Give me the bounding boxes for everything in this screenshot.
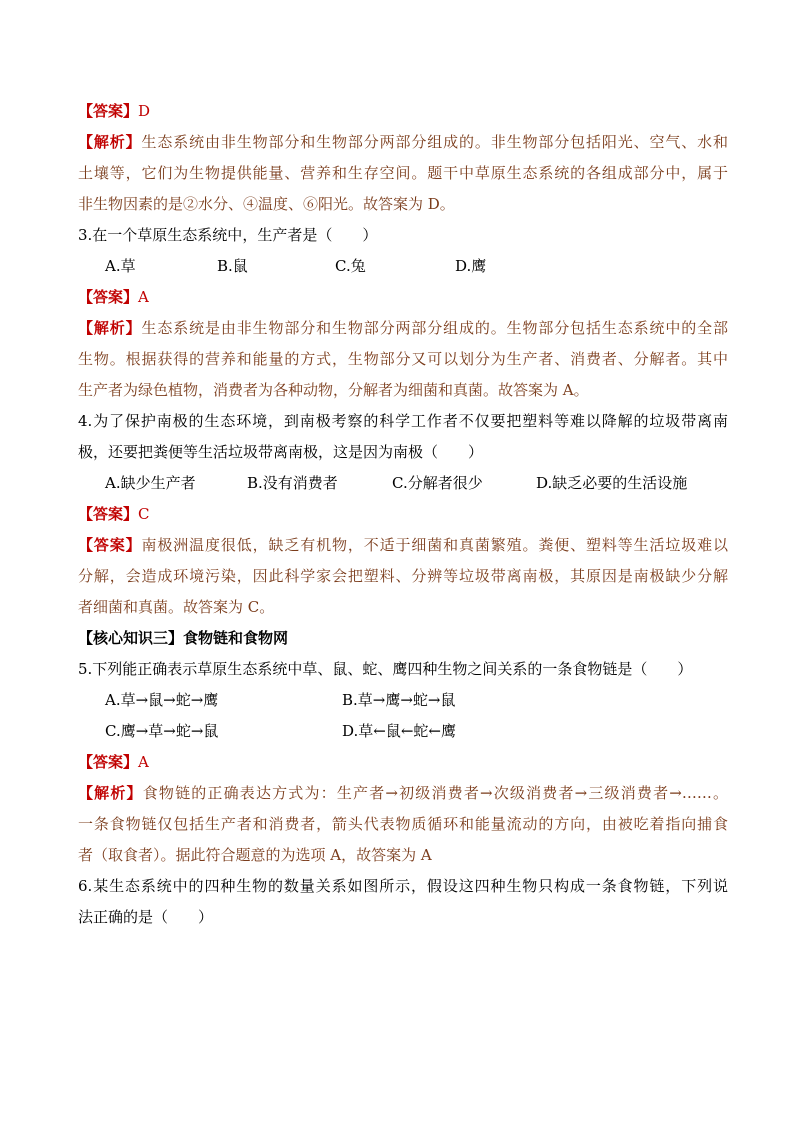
option-a: A.草→鼠→蛇→鹰 <box>105 691 219 709</box>
question-6-stem-line2: 法正确的是（ ） <box>78 908 214 926</box>
option-a: A.缺少生产者 <box>105 474 196 492</box>
explanation-q3-line3: 生产者为绿色植物，消费者为各种动物，分解者为细菌和真菌。故答案为 A。 <box>78 381 589 399</box>
option-d: D.缺乏必要的生活设施 <box>536 474 688 492</box>
question-6-stem-line1: 6.某生态系统中的四种生物的数量关系如图所示，假设这四种生物只构成一条食物链，下列说 <box>78 877 728 895</box>
answer-tag: 【答案】 <box>78 505 139 523</box>
answer-value: C <box>138 505 150 523</box>
answer-tag: 【答案】 <box>78 288 139 306</box>
answer-tag: 【答案】 <box>78 753 139 771</box>
option-c: C.分解者很少 <box>392 474 483 492</box>
explanation-tag: 【答案】 <box>78 536 142 554</box>
answer-value: D <box>138 102 151 120</box>
question-5-options-row1 <box>78 685 728 716</box>
option-d: D.草←鼠←蛇←鹰 <box>342 722 456 740</box>
question-3-options <box>78 251 728 282</box>
explanation-q5-line3: 者（取食者）。据此符合题意的为选项 A，故答案为 A <box>78 846 432 864</box>
explanation-tag: 【解析】 <box>78 784 143 802</box>
option-c: C.兔 <box>335 257 366 275</box>
option-a: A.草 <box>105 257 136 275</box>
document-page <box>78 96 728 933</box>
option-b: B.鼠 <box>217 257 248 275</box>
answer-value: A <box>138 753 149 771</box>
question-3-stem: 3.在一个草原生态系统中，生产者是（ ） <box>78 226 378 244</box>
explanation-text: 南极洲温度很低，缺乏有机物，不适于细菌和真菌繁殖。粪便、塑料等生活垃圾难以 <box>141 536 728 554</box>
question-5-options-row2 <box>78 716 728 747</box>
question-5-stem: 5.下列能正确表示草原生态系统中草、鼠、蛇、鹰四种生物之间关系的一条食物链是（ ） <box>78 660 693 678</box>
explanation-q4-line2: 分解，会造成环境污染，因此科学家会把塑料、分辨等垃圾带离南极，其原因是南极缺少分解 <box>78 567 728 585</box>
explanation-q3-line1 <box>78 313 728 344</box>
answer-q2 <box>78 96 728 127</box>
explanation-q4-line1 <box>78 530 728 561</box>
explanation-tag: 【解析】 <box>78 133 142 151</box>
answer-q5 <box>78 747 728 778</box>
answer-value: A <box>138 288 149 306</box>
section-heading: 【核心知识三】食物链和食物网 <box>78 629 289 647</box>
option-d: D.鹰 <box>455 257 487 275</box>
explanation-q4-line3: 者细菌和真菌。故答案为 C。 <box>78 598 275 616</box>
explanation-q2-line1 <box>78 127 728 158</box>
question-4-stem-line2: 极，还要把粪便等生活垃圾带离南极，这是因为南极（ ） <box>78 443 484 461</box>
explanation-text: 生态系统由非生物部分和生物部分两部分组成的。非生物部分包括阳光、空气、水和 <box>141 133 728 151</box>
answer-tag: 【答案】 <box>78 102 139 120</box>
answer-q3 <box>78 282 728 313</box>
answer-q4 <box>78 499 728 530</box>
explanation-q5-line1 <box>78 778 728 809</box>
question-4-stem-line1: 4.为了保护南极的生态环境，到南极考察的科学工作者不仅要把塑料等难以降解的垃圾带离南 <box>78 412 728 430</box>
question-4-options <box>78 468 728 499</box>
option-b: B.草→鹰→蛇→鼠 <box>342 691 456 709</box>
explanation-q5-line2: 一条食物链仅包括生产者和消费者，箭头代表物质循环和能量流动的方向，由被吃着指向捕食 <box>78 815 728 833</box>
explanation-tag: 【解析】 <box>78 319 142 337</box>
explanation-text: 生态系统是由非生物部分和生物部分两部分组成的。生物部分包括生态系统中的全部 <box>141 319 728 337</box>
explanation-q2-line3: 非生物因素的是②水分、④温度、⑥阳光。故答案为 D。 <box>78 195 455 213</box>
explanation-q3-line2: 生物。根据获得的营养和能量的方式，生物部分又可以划分为生产者、消费者、分解者。其中 <box>78 350 728 368</box>
option-b: B.没有消费者 <box>247 474 338 492</box>
option-c: C.鹰→草→蛇→鼠 <box>105 722 219 740</box>
explanation-q2-line2: 土壤等，它们为生物提供能量、营养和生存空间。题干中草原生态系统的各组成部分中，属于 <box>78 164 728 182</box>
explanation-text: 食物链的正确表达方式为：生产者→初级消费者→次级消费者→三级消费者→……。 <box>142 784 728 802</box>
